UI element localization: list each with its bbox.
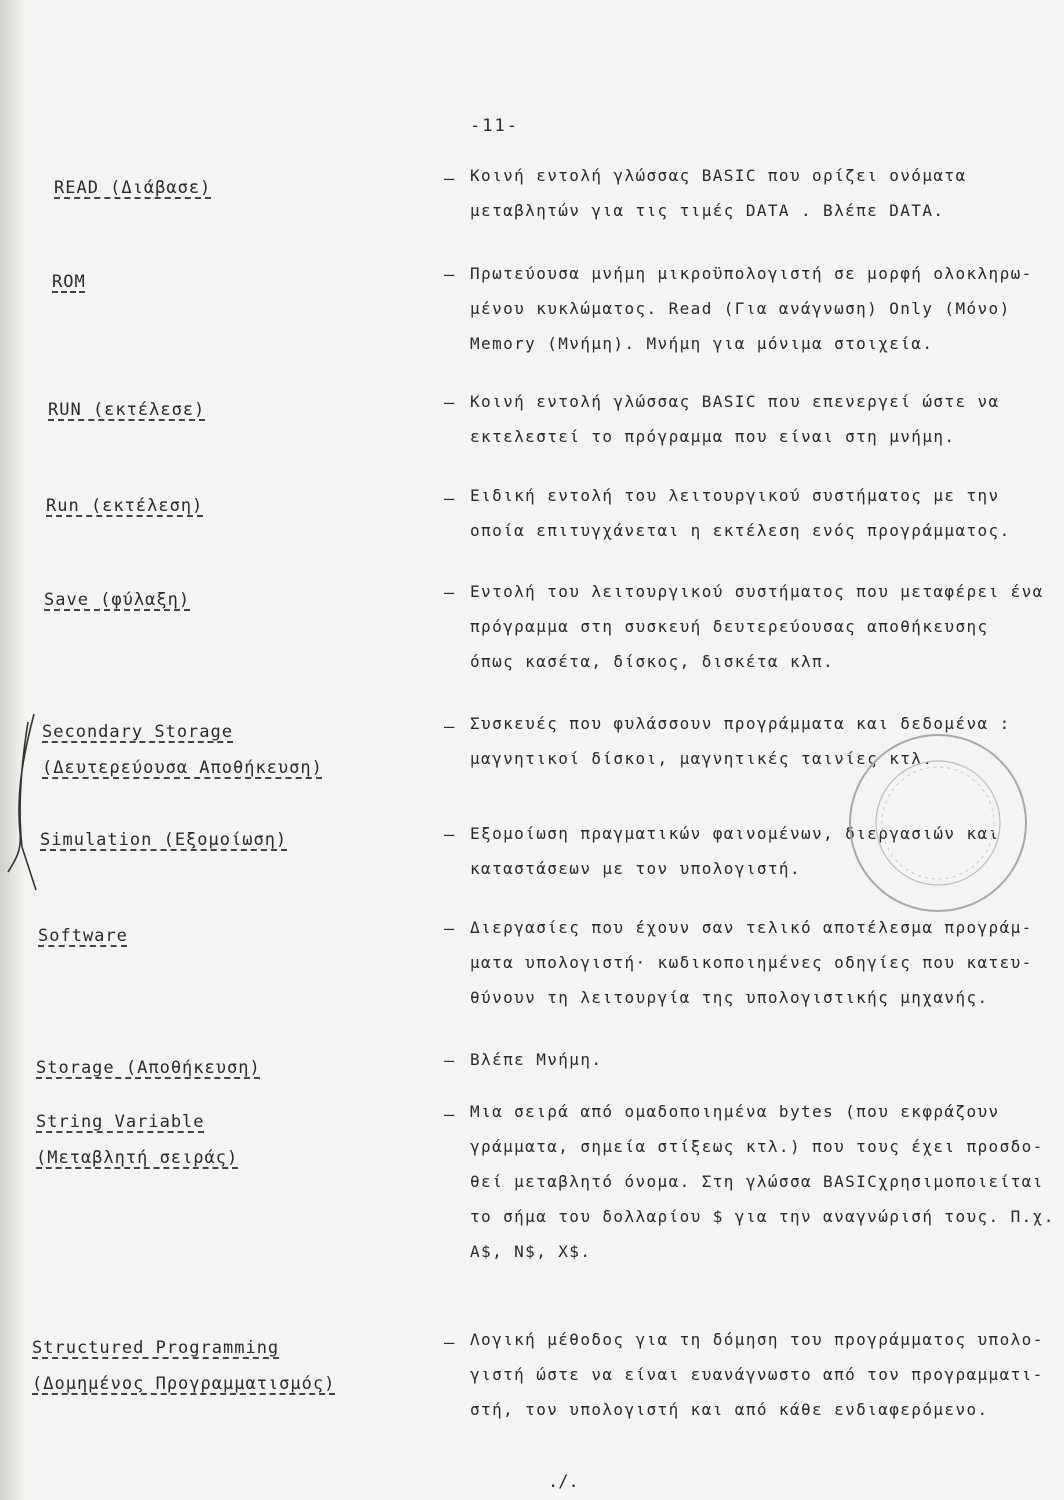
entry-dash: – bbox=[444, 825, 455, 845]
entry-dash: – bbox=[444, 1333, 455, 1353]
glossary-definition: Εντολή του λειτουργικού συστήματος που μεταφέρει ένα πρόγραμμα στη συσκευή δευτερεύουσας αποθήκευσης όπως κασέτα, δίσκος, δισκέτα κλπ. bbox=[470, 582, 1044, 671]
glossary-definition: Εξομοίωση πραγματικών φαινομένων, διεργασιών και καταστάσεων με τον υπολογιστή. bbox=[470, 824, 1000, 878]
glossary-term: Secondary Storage (Δευτερεύουσα Αποθήκευση) bbox=[42, 722, 323, 778]
page-number: -11- bbox=[470, 116, 519, 136]
glossary-term: Storage (Αποθήκευση) bbox=[36, 1058, 261, 1078]
glossary-term: Save (φύλαξη) bbox=[44, 590, 191, 610]
glossary-term: READ (Διάβασε) bbox=[54, 178, 212, 198]
glossary-definition: Κοινή εντολή γλώσσας BASIC που επενεργεί ώστε να εκτελεστεί το πρόγραμμα που είναι στη μνήμη. bbox=[470, 392, 1000, 446]
glossary-term: Structured Programming (Δομημένος Προγραμματισμός) bbox=[32, 1338, 336, 1394]
entry-dash: – bbox=[444, 489, 455, 509]
glossary-definition: Ειδική εντολή του λειτουργικού συστήματος με την οποία επιτυγχάνεται η εκτέλεση ενός προγράμματος. bbox=[470, 486, 1011, 540]
glossary-term: ROM bbox=[52, 272, 86, 292]
glossary-definition: Μια σειρά από ομαδοποιημένα bytes (που εκφράζουν γράμματα, σημεία στίξεως κτλ.) που τους έχει προσδο- θεί μεταβλητό όνομα. Στη γλώσσα BASICχρησιμοποιείται το σήμα του δολλαρίου $ για την αναγνώρισή τους. Π.χ. A$, N$, X$. bbox=[470, 1102, 1055, 1261]
glossary-definition: Πρωτεύουσα μνήμη μικροϋπολογιστή σε μορφή ολοκληρω- μένου κυκλώματος. Read (Για ανάγνωση) Only (Μόνο) Memory (Μνήμη). Μνήμη για μόνιμα στοιχεία. bbox=[470, 264, 1033, 353]
glossary-term: String Variable (Μεταβλητή σειράς) bbox=[36, 1112, 239, 1168]
glossary-definition: Κοινή εντολή γλώσσας BASIC που ορίζει ονόματα μεταβλητών για τις τιμές DATA . Βλέπε DATA. bbox=[470, 166, 967, 220]
entry-dash: – bbox=[444, 169, 455, 189]
entry-dash: – bbox=[444, 1051, 455, 1071]
glossary-term: Simulation (Εξομοίωση) bbox=[40, 830, 288, 850]
glossary-definition: Συσκευές που φυλάσσουν προγράμματα και δεδομένα : μαγνητικοί δίσκοι, μαγνητικές ταινίες κτλ. bbox=[470, 714, 1011, 768]
glossary-definition: Βλέπε Μνήμη. bbox=[470, 1050, 603, 1069]
continuation-mark: ./. bbox=[548, 1472, 579, 1492]
glossary-term: Software bbox=[38, 926, 128, 946]
glossary-definition: Λογική μέθοδος για τη δόμηση του προγράμματος υπολο- γιστή ώστε να είναι ευανάγνωστο από τον προγραμματι- στή, τον υπολογιστή και από κάθε ενδιαφερόμενο. bbox=[470, 1330, 1044, 1419]
glossary-definition: Διεργασίες που έχουν σαν τελικό αποτέλεσμα προγράμ- ματα υπολογιστή· κωδικοποιημένες οδηγίες που κατευ- θύνουν τη λειτουργία της υπολογιστικής μηχανής. bbox=[470, 918, 1033, 1007]
margin-bracket-mark bbox=[4, 712, 44, 892]
entry-dash: – bbox=[444, 265, 455, 285]
entry-dash: – bbox=[444, 583, 455, 603]
office-stamp-icon bbox=[838, 728, 1038, 918]
entry-dash: – bbox=[444, 1105, 455, 1125]
entry-dash: – bbox=[444, 717, 455, 737]
entry-dash: – bbox=[444, 393, 455, 413]
glossary-term: RUN (εκτέλεσε) bbox=[48, 400, 206, 420]
entry-dash: – bbox=[444, 919, 455, 939]
glossary-term: Run (εκτέλεση) bbox=[46, 496, 204, 516]
